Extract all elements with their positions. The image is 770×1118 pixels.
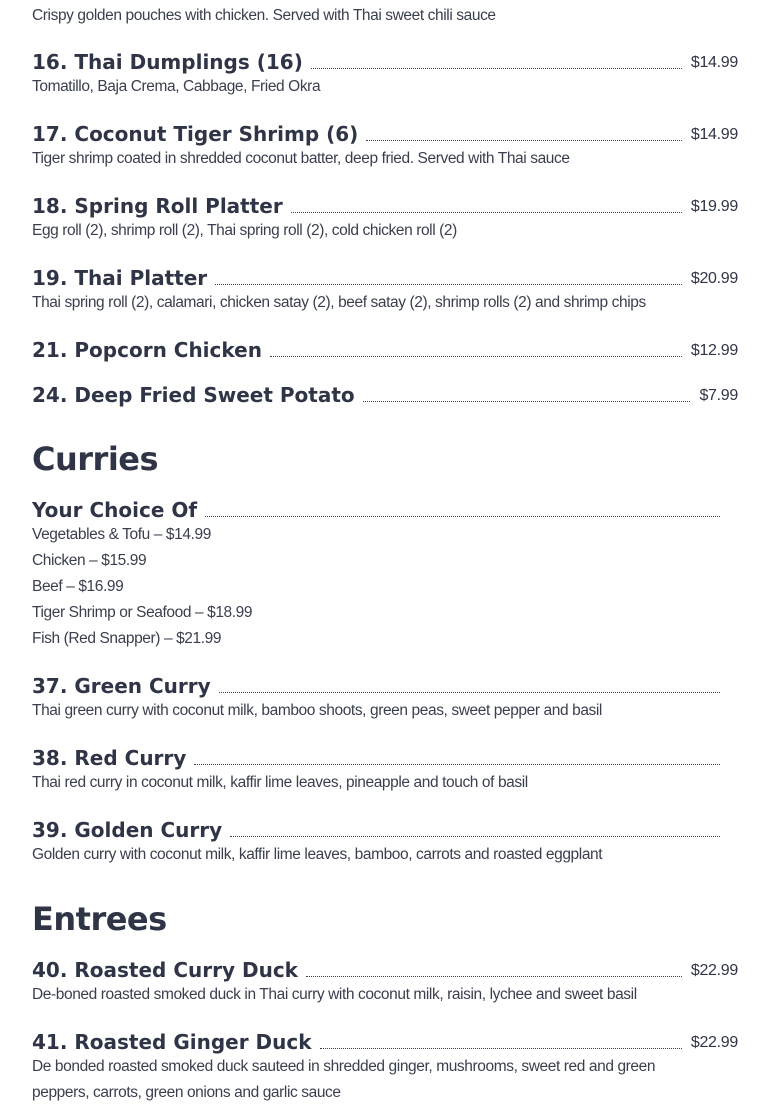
item-name: 18. Spring Roll Platter [32, 194, 283, 218]
item-price: $22.99 [690, 1034, 738, 1051]
menu-item [32, 952, 738, 1008]
item-name: 37. Green Curry [32, 674, 211, 698]
item-name: 40. Roasted Curry Duck [32, 958, 298, 982]
dotted-leader [291, 211, 682, 213]
item-description: Golden curry with coconut milk, kaffir lime leaves, bamboo, carrots and roasted eggplant [32, 846, 603, 863]
choice-option: Tiger Shrimp or Seafood – $18.99 [32, 604, 253, 621]
dotted-leader [230, 835, 720, 837]
item-price: $19.99 [690, 198, 738, 215]
item-description: Tomatillo, Baja Crema, Cabbage, Fried Okra [32, 78, 321, 95]
item-name: 39. Golden Curry [32, 818, 223, 842]
item-name: 17. Coconut Tiger Shrimp (6) [32, 122, 359, 146]
item-price: $20.99 [690, 270, 738, 287]
item-name: 24. Deep Fried Sweet Potato [32, 383, 355, 407]
menu-item [32, 116, 738, 172]
item-description: Tiger shrimp coated in shredded coconut batter, deep fried. Served with Thai sauce [32, 150, 570, 167]
menu-item [32, 740, 738, 796]
menu-item [32, 1024, 738, 1106]
choice-block [32, 492, 738, 652]
menu-item [32, 332, 738, 362]
item-name: 19. Thai Platter [32, 266, 208, 290]
item-name: 16. Thai Dumplings (16) [32, 50, 303, 74]
dotted-leader [366, 139, 682, 141]
choice-option: Chicken – $15.99 [32, 552, 147, 569]
menu-item [32, 188, 738, 244]
dotted-leader [205, 515, 720, 517]
item-price: $14.99 [690, 126, 738, 143]
dotted-leader [194, 763, 720, 765]
menu-item [32, 377, 738, 407]
choice-option: Beef – $16.99 [32, 578, 124, 595]
item-price: $22.99 [690, 962, 738, 979]
menu-item [32, 668, 738, 724]
dotted-leader [320, 1047, 682, 1049]
dotted-leader [306, 975, 682, 977]
dotted-leader [270, 355, 682, 357]
item-description: De-boned roasted smoked duck in Thai curry with coconut milk, raisin, lychee and sweet basil [32, 986, 637, 1003]
item-description: Thai spring roll (2), calamari, chicken satay (2), beef satay (2), shrimp rolls (2) and shrimp chips [32, 294, 646, 311]
section-title-curries: Curries [32, 440, 159, 478]
menu-item [32, 44, 738, 100]
choice-heading: Your Choice Of [32, 498, 198, 522]
menu-item [32, 260, 738, 316]
dotted-leader [215, 283, 682, 285]
item-description: Thai red curry in coconut milk, kaffir lime leaves, pineapple and touch of basil [32, 774, 528, 791]
item-name: 41. Roasted Ginger Duck [32, 1030, 312, 1054]
item-price: $12.99 [690, 342, 738, 359]
dotted-leader [363, 400, 691, 402]
choice-option: Vegetables & Tofu – $14.99 [32, 526, 211, 543]
item-price: $14.99 [690, 54, 738, 71]
item-name: 38. Red Curry [32, 746, 187, 770]
dotted-leader [311, 67, 682, 69]
menu-item [32, 812, 738, 868]
section-title-entrees: Entrees [32, 900, 167, 938]
item-price: $7.99 [699, 387, 738, 404]
item-description: De bonded roasted smoked duck sauteed in shredded ginger, mushrooms, sweet red and green peppers, carrots, green onions and garlic sauce [32, 1058, 656, 1101]
dotted-leader [219, 691, 720, 693]
item-description: Crispy golden pouches with chicken. Served with Thai sweet chili sauce [32, 7, 496, 24]
item-description: Thai green curry with coconut milk, bamboo shoots, green peas, sweet pepper and basil [32, 702, 602, 719]
item-description: Egg roll (2), shrimp roll (2), Thai spring roll (2), cold chicken roll (2) [32, 222, 457, 239]
choice-option: Fish (Red Snapper) – $21.99 [32, 630, 222, 647]
item-name: 21. Popcorn Chicken [32, 338, 262, 362]
